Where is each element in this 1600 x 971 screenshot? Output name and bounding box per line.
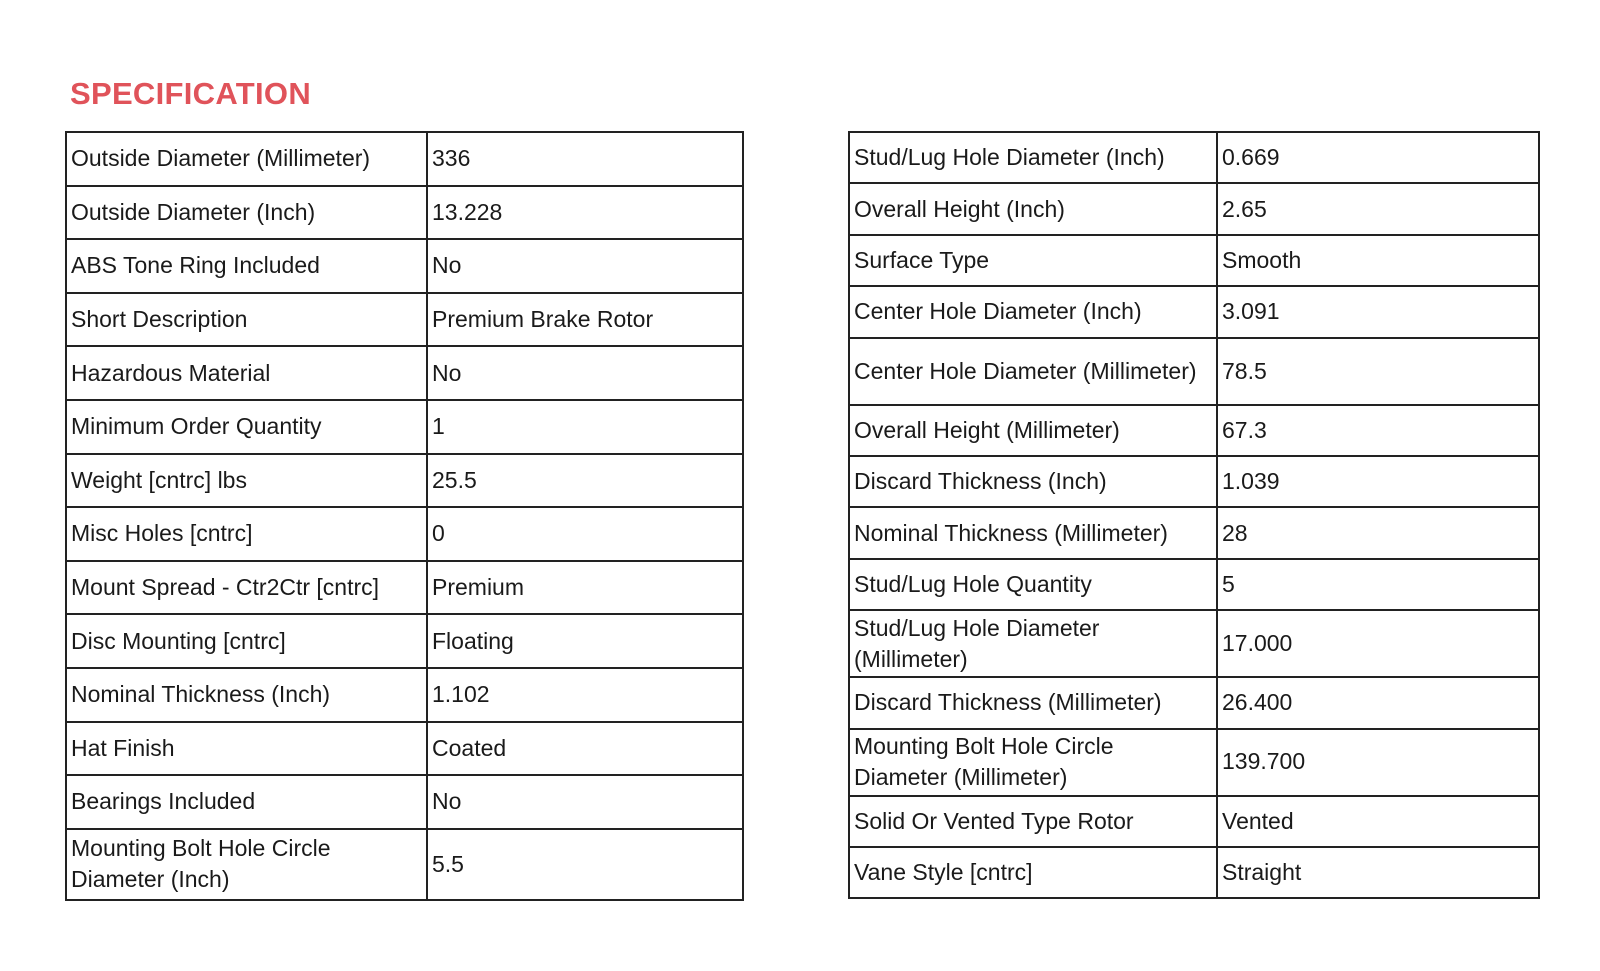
table-row	[849, 405, 1539, 456]
spec-label: Center Hole Diameter (Millimeter)	[849, 338, 1217, 405]
spec-label: Disc Mounting [cntrc]	[66, 614, 427, 668]
spec-label: Weight [cntrc] lbs	[66, 454, 427, 508]
spec-label: Outside Diameter (Inch)	[66, 186, 427, 240]
spec-label: Misc Holes [cntrc]	[66, 507, 427, 561]
spec-label: Discard Thickness (Millimeter)	[849, 677, 1217, 728]
spec-label: Outside Diameter (Millimeter)	[66, 132, 427, 186]
table-row	[66, 186, 743, 240]
spec-label: Nominal Thickness (Millimeter)	[849, 507, 1217, 558]
table-row	[849, 729, 1539, 796]
spec-value: 336	[427, 132, 743, 186]
spec-label: Bearings Included	[66, 775, 427, 829]
table-row	[849, 677, 1539, 728]
spec-label: Solid Or Vented Type Rotor	[849, 796, 1217, 847]
spec-value: 13.228	[427, 186, 743, 240]
spec-label: Mounting Bolt Hole Circle Diameter (Inch)	[66, 829, 427, 900]
spec-value: 78.5	[1217, 338, 1539, 405]
spec-value: Coated	[427, 722, 743, 776]
table-row	[849, 456, 1539, 507]
spec-label: Vane Style [cntrc]	[849, 847, 1217, 898]
spec-value: 3.091	[1217, 286, 1539, 337]
table-row	[66, 561, 743, 615]
spec-value: Premium	[427, 561, 743, 615]
spec-label: Short Description	[66, 293, 427, 347]
spec-label: Discard Thickness (Inch)	[849, 456, 1217, 507]
page-title: SPECIFICATION	[70, 76, 312, 111]
spec-value: 1.039	[1217, 456, 1539, 507]
table-row	[849, 132, 1539, 183]
table-row	[66, 132, 743, 186]
spec-label: ABS Tone Ring Included	[66, 239, 427, 293]
table-row	[66, 346, 743, 400]
table-row	[849, 183, 1539, 234]
table-row	[66, 614, 743, 668]
spec-value: 2.65	[1217, 183, 1539, 234]
spec-value: 25.5	[427, 454, 743, 508]
table-row	[849, 507, 1539, 558]
spec-label: Hazardous Material	[66, 346, 427, 400]
spec-label: Stud/Lug Hole Quantity	[849, 559, 1217, 610]
spec-value: No	[427, 775, 743, 829]
spec-label: Surface Type	[849, 235, 1217, 286]
spec-label: Nominal Thickness (Inch)	[66, 668, 427, 722]
spec-value: Premium Brake Rotor	[427, 293, 743, 347]
spec-value: Smooth	[1217, 235, 1539, 286]
spec-value: No	[427, 346, 743, 400]
spec-label: Overall Height (Millimeter)	[849, 405, 1217, 456]
table-row	[66, 400, 743, 454]
spec-value: 0.669	[1217, 132, 1539, 183]
spec-value: No	[427, 239, 743, 293]
table-row	[849, 847, 1539, 898]
table-row	[849, 610, 1539, 677]
table-row	[66, 454, 743, 508]
spec-value: 5.5	[427, 829, 743, 900]
spec-value: 67.3	[1217, 405, 1539, 456]
spec-value: Vented	[1217, 796, 1539, 847]
table-row	[849, 559, 1539, 610]
spec-value: 1.102	[427, 668, 743, 722]
spec-value: 17.000	[1217, 610, 1539, 677]
spec-value: 1	[427, 400, 743, 454]
table-row	[66, 239, 743, 293]
table-row	[66, 775, 743, 829]
spec-label: Mounting Bolt Hole Circle Diameter (Millimeter)	[849, 729, 1217, 796]
spec-label: Hat Finish	[66, 722, 427, 776]
spec-value: 28	[1217, 507, 1539, 558]
spec-value: Floating	[427, 614, 743, 668]
table-row	[66, 507, 743, 561]
spec-label: Stud/Lug Hole Diameter (Inch)	[849, 132, 1217, 183]
spec-value: 139.700	[1217, 729, 1539, 796]
spec-table-right	[848, 131, 1540, 899]
spec-label: Stud/Lug Hole Diameter (Millimeter)	[849, 610, 1217, 677]
spec-label: Overall Height (Inch)	[849, 183, 1217, 234]
spec-value: 0	[427, 507, 743, 561]
spec-label: Minimum Order Quantity	[66, 400, 427, 454]
table-row	[849, 338, 1539, 405]
table-row	[849, 796, 1539, 847]
table-row	[66, 829, 743, 900]
table-row	[849, 235, 1539, 286]
spec-value: 26.400	[1217, 677, 1539, 728]
table-row	[66, 722, 743, 776]
spec-label: Mount Spread - Ctr2Ctr [cntrc]	[66, 561, 427, 615]
table-row	[66, 293, 743, 347]
table-row	[66, 668, 743, 722]
spec-value: Straight	[1217, 847, 1539, 898]
spec-label: Center Hole Diameter (Inch)	[849, 286, 1217, 337]
spec-value: 5	[1217, 559, 1539, 610]
table-row	[849, 286, 1539, 337]
spec-table-left	[65, 131, 744, 901]
